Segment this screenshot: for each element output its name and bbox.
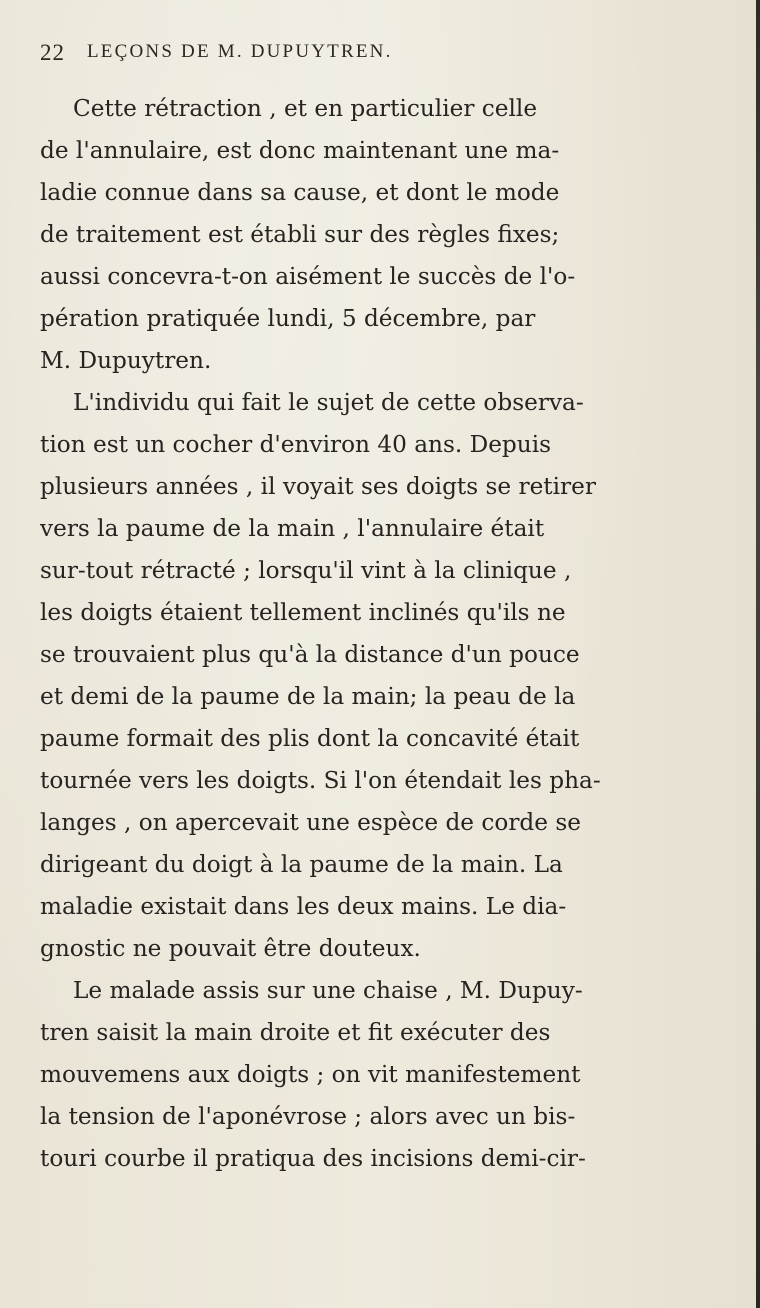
text-line: maladie existait dans les deux mains. Le dia- xyxy=(40,893,567,920)
text-line: plusieurs années , il voyait ses doigts se retirer xyxy=(40,473,596,500)
running-head: LEÇONS DE M. DUPUYTREN. xyxy=(87,41,393,62)
text-line: tion est un cocher d'environ 40 ans. Depuis xyxy=(40,431,552,458)
text-line: de l'annulaire, est donc maintenant une ma- xyxy=(40,137,560,164)
page-edge-shadow xyxy=(756,0,760,1308)
text-line: sur-tout rétracté ; lorsqu'il vint à la clinique , xyxy=(40,557,572,584)
text-line: Le malade assis sur une chaise , M. Dupuy- xyxy=(73,977,583,1004)
text-line: et demi de la paume de la main; la peau de la xyxy=(40,683,576,710)
text-line: ladie connue dans sa cause, et dont le mode xyxy=(40,179,560,206)
text-line: touri courbe il pratiqua des incisions demi-cir- xyxy=(40,1145,586,1172)
text-line: la tension de l'aponévrose ; alors avec un bis- xyxy=(40,1103,576,1130)
text-line: de traitement est établi sur des règles fixes; xyxy=(40,221,560,248)
text-line: gnostic ne pouvait être douteux. xyxy=(40,935,421,962)
body-text xyxy=(40,88,712,1180)
text-line: M. Dupuytren. xyxy=(40,347,212,374)
text-line: tren saisit la main droite et fit exécuter des xyxy=(40,1019,551,1046)
text-line: paume formait des plis dont la concavité était xyxy=(40,725,580,752)
text-line: tournée vers les doigts. Si l'on étendait les pha- xyxy=(40,767,601,794)
text-line: vers la paume de la main , l'annulaire était xyxy=(40,515,545,542)
text-line: langes , on apercevait une espèce de corde se xyxy=(40,809,581,836)
text-line: les doigts étaient tellement inclinés qu'ils ne xyxy=(40,599,566,626)
page-number: 22 xyxy=(40,40,65,65)
text-line: dirigeant du doigt à la paume de la main. La xyxy=(40,851,563,878)
text-line: aussi concevra-t-on aisément le succès de l'o- xyxy=(40,263,576,290)
text-line: mouvemens aux doigts ; on vit manifestement xyxy=(40,1061,581,1088)
text-line: pération pratiquée lundi, 5 décembre, par xyxy=(40,305,536,332)
text-line: L'individu qui fait le sujet de cette observa- xyxy=(73,389,584,416)
text-line: se trouvaient plus qu'à la distance d'un pouce xyxy=(40,641,580,668)
page-header xyxy=(40,40,720,80)
text-line: Cette rétraction , et en particulier celle xyxy=(73,95,538,122)
